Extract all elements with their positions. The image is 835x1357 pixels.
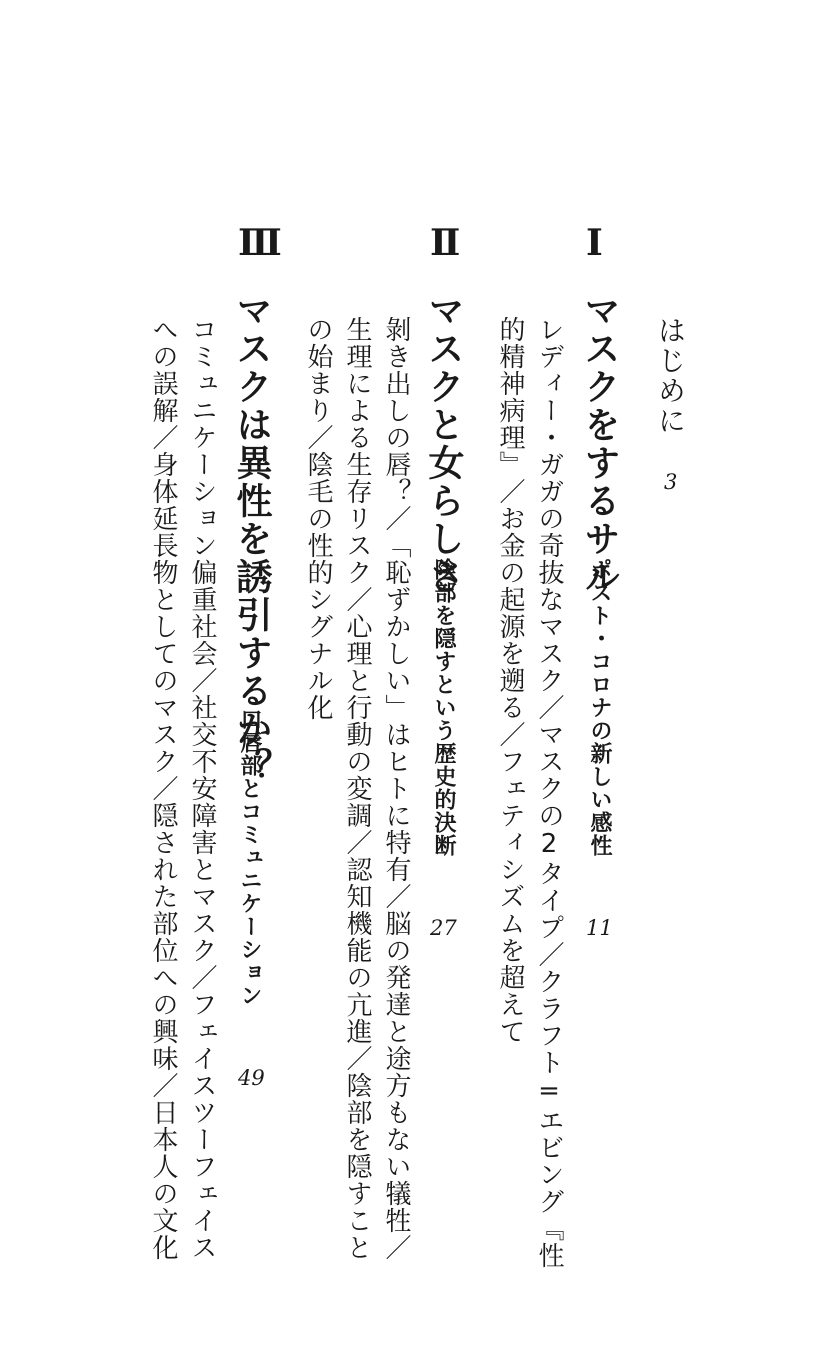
chapter-2-subtitle: 陰部を隠すという歴史的決断 (431, 558, 456, 857)
chapter-1-page-number: 11 (586, 916, 613, 940)
chapter-2-title: マスクと女らしさ (423, 292, 465, 596)
chapter-2-line-3: の始まり／陰毛の性的シグナル化 (303, 316, 333, 721)
chapter-3-line-1: コミュニケーション偏重社会／社交不安障害とマスク／フェイスツーフェイス (187, 316, 217, 1261)
chapter-2-line-1: 剝き出しの唇？／「恥ずかしい」はヒトに特有／脳の発達と途方もない犠牲／ (381, 316, 411, 1261)
chapter-1-title: マスクをするサル (579, 292, 621, 596)
intro-title: はじめに (654, 316, 687, 436)
intro-page-number: 3 (664, 470, 678, 494)
chapter-1-line-2: 的精神病理』／お金の起源を遡る／フェティシズムを超えて (495, 316, 525, 1045)
chapter-3-subtitle: 口唇部とコミュニケーション (237, 708, 262, 1007)
chapter-2-line-2: 生理による生存リスク／心理と行動の変調／認知機能の亢進／陰部を隠すこと (342, 316, 372, 1261)
chapter-2-numeral: Ⅱ (430, 223, 461, 263)
chapter-1-line-1: レディー・ガガの奇抜なマスク／マスクの2タイプ／クラフト=エビング『性 (534, 316, 564, 1269)
chapter-3-line-2: への誤解／身体延長物としてのマスク／隠された部位への興味／日本人の文化 (148, 316, 178, 1261)
chapter-3-page-number: 49 (238, 1066, 265, 1090)
chapter-3-numeral: Ⅲ (238, 223, 282, 263)
chapter-2-page-number: 27 (430, 916, 457, 940)
chapter-3-title: マスクは異性を誘引するか？ (231, 292, 273, 786)
chapter-1-numeral: Ⅰ (586, 223, 603, 263)
chapter-1-subtitle: ポスト・コロナの新しい感性 (587, 558, 612, 857)
